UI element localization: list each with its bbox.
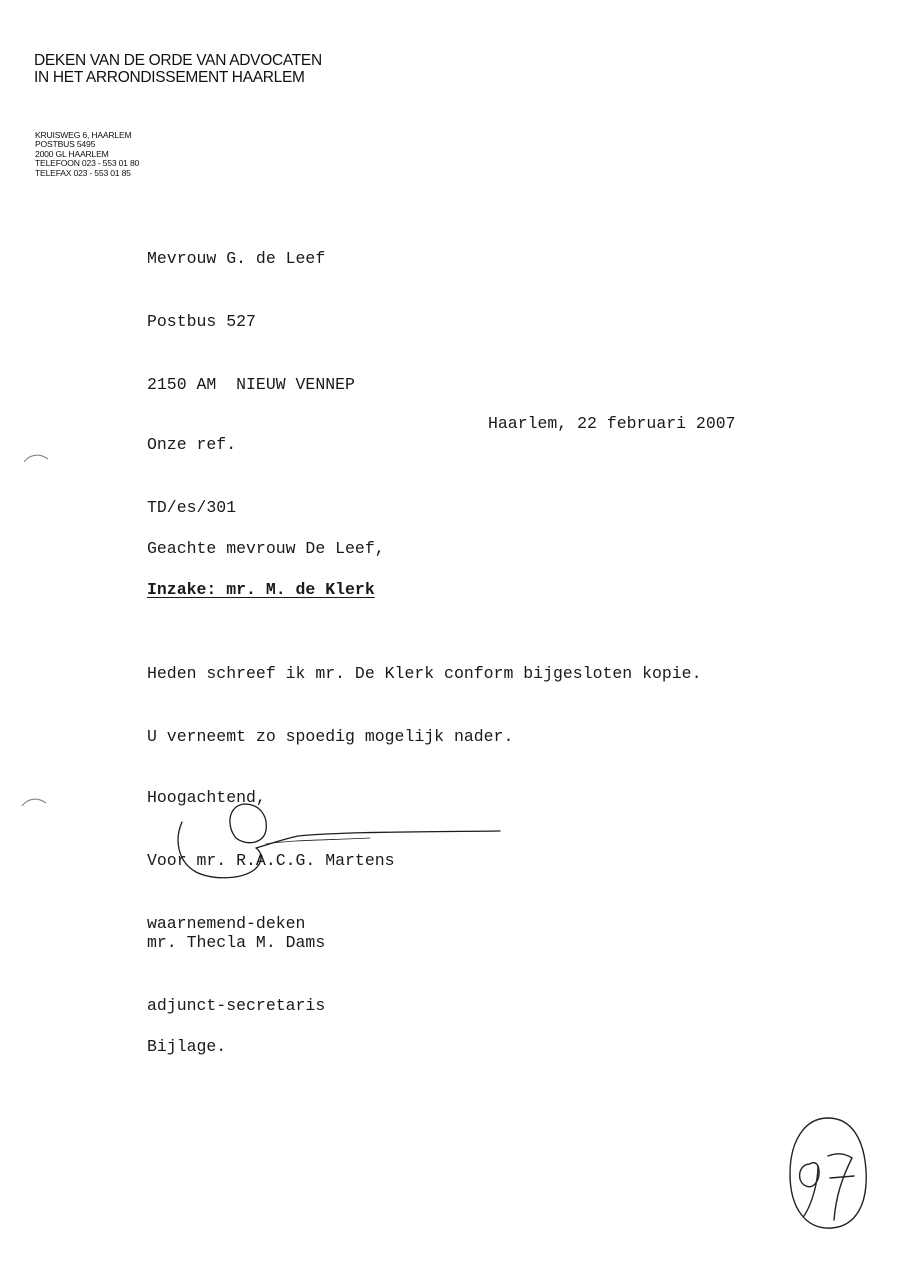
signer-title: adjunct-secretaris [147, 996, 326, 1015]
letterhead-line-2: IN HET ARRONDISSEMENT HAARLEM [34, 69, 305, 86]
closing-on-behalf: Voor mr. R.A.C.G. Martens [147, 851, 395, 870]
circled-page-number-stamp [782, 1112, 872, 1237]
addressee-postbus: Postbus 527 [147, 312, 256, 331]
subject-line: Inzake: mr. M. de Klerk [147, 580, 375, 599]
letterhead-line-1: DEKEN VAN DE ORDE VAN ADVOCATEN [34, 52, 322, 69]
salutation: Geachte mevrouw De Leef, [147, 539, 385, 558]
body-line-2: U verneemt zo spoedig mogelijk nader. [147, 727, 514, 746]
reference-block [147, 392, 236, 539]
signer-name: mr. Thecla M. Dams [147, 933, 326, 952]
handwritten-signature [170, 800, 510, 890]
sender-street: KRUISWEG 6, HAARLEM [35, 130, 132, 140]
sender-address [35, 131, 139, 178]
sender-telefoon: TELEFOON 023 - 553 01 80 [35, 158, 140, 169]
letterhead [34, 52, 322, 86]
reference-value: TD/es/301 [147, 498, 237, 517]
addressee-block [147, 206, 355, 416]
enclosure-note: Bijlage. [147, 1037, 227, 1056]
reference-label: Onze ref. [147, 435, 237, 454]
punch-hole-mark-icon [22, 451, 52, 465]
addressee-name: Mevrouw G. de Leef [147, 249, 326, 268]
body-line-1: Heden schreef ik mr. De Klerk conform bijgesloten kopie. [147, 664, 702, 683]
letter-date: Haarlem, 22 februari 2007 [488, 414, 736, 433]
closing-role: waarnemend-deken [147, 914, 306, 933]
addressee-city: 2150 AM NIEUW VENNEP [147, 375, 355, 394]
sender-postcode: 2000 GL HAARLEM [35, 148, 109, 159]
sender-telefax: TELEFAX 023 - 553 01 85 [35, 167, 131, 178]
punch-hole-mark-icon [20, 795, 50, 809]
signer-block [147, 890, 325, 1037]
closing-greeting: Hoogachtend, [147, 788, 266, 807]
sender-postbus: POSTBUS 5495 [35, 139, 96, 150]
